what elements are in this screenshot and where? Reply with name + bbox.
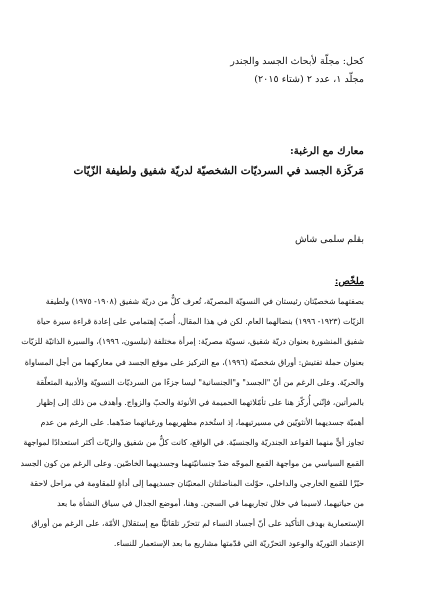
journal-citation xyxy=(64,53,364,89)
abstract-line: بصفتهما شخصيّتان رئيستان في النسويّة المصريّة، تُعرف كلٌّ من دريّة شفيق (١٩٠٨- ١٩٧٥) ولطيفة xyxy=(45,297,364,306)
abstract-line: من حياتيهما، لاسيما في خلال تجاربهما في السجن. وهنا، أموضع الجدال في سياق النشأة ما بعد xyxy=(57,499,364,509)
abstract-line: القمع السياسي من مواجهة القمع الموجّه ضدّ جنسانيّتهما وجسديهما الخاصّين. وعلى الرغم من كون الجسد xyxy=(20,458,364,468)
article-title: معارك مع الرغبة: xyxy=(290,145,364,157)
abstract-line: الإستعمارية بهدف التأكيد على أنّ أجساد النساء لم تتحرّر تلقائيًّا مع إستقلال الأمّة، على الرغم من أوراق xyxy=(31,519,364,529)
abstract-line: أهميّة جسديهما الأنثويّين في مسيرتيهما، إذ استُخدم مظهريهما ورغباتهما ضدّهما. على الرغم من عدم xyxy=(40,418,364,428)
article-author: بقلم سلمى شاش xyxy=(294,234,364,245)
abstract-body xyxy=(20,292,364,555)
journal-name: كحل: مجلّة لأبحاث الجسد والجندر xyxy=(230,56,364,67)
abstract-line: شفيق المنشورة بعنوان دريّة شفيق، نسويّة مصريّة: إمرأة مختلفة (نيلسون، ١٩٩٦)، والسيرة الذاتيّة للزيّات xyxy=(21,337,364,347)
abstract-line: بعنوان حملة تفتيش: أوراق شخصيّة (١٩٩٦)، مع التركيز على موقع الجسد في معاركهما من أجل المساواة xyxy=(24,357,364,367)
abstract-line: بالمرأتين، فإنّني أُركّز هنا على تأمّلاتهما الحميمة في الأنوثة والحبّ والزواج. وأهدف من ذلك إلى إظهار xyxy=(36,398,364,408)
abstract-line: الإعتماد الثوريّة والوعود التحرّريّة التي قدّمتها مشاريع ما بعد الإستعمار للنساء. xyxy=(113,539,364,549)
abstract-line: والحريّة. وعلى الرغم من أنّ "الجسد" و"الجنسانية" ليسا جزءًا من السرديّات النسويّة والأدبية المتعلّقة xyxy=(36,377,364,387)
article-heading xyxy=(54,141,364,181)
article-subtitle: مَركَزة الجسد في السرديّات الشخصيّة لدريّة شفيق ولطيفة الزّيّات xyxy=(73,165,364,177)
abstract-line: الزيّات (١٩٢٣- ١٩٩٦) بنضالهما العام. لكن في هذا المقال، أُصبّ إهتمامي على إعادة قراءة سيرة حياة xyxy=(36,317,364,327)
abstract-line: حيّزًا للقمع الخارجي والداخلي، حوّلت المناضلتان المعنيّتان جسديهما إلى أداةٍ للمقاومة في مراحل لاحقة xyxy=(29,478,364,488)
abstract-line: تجاوز أيٍّ منهما القواعد الجندريّة والجنسيّة. في الواقع، كانت كلٌّ من شفيق والزيّات أكثر استعدادًا لمواجهة xyxy=(23,438,364,448)
abstract-label: ملخّص: xyxy=(334,276,364,287)
journal-issue: مجلّد ١، عدد ٢ (شتاء ٢٠١٥) xyxy=(254,74,364,85)
